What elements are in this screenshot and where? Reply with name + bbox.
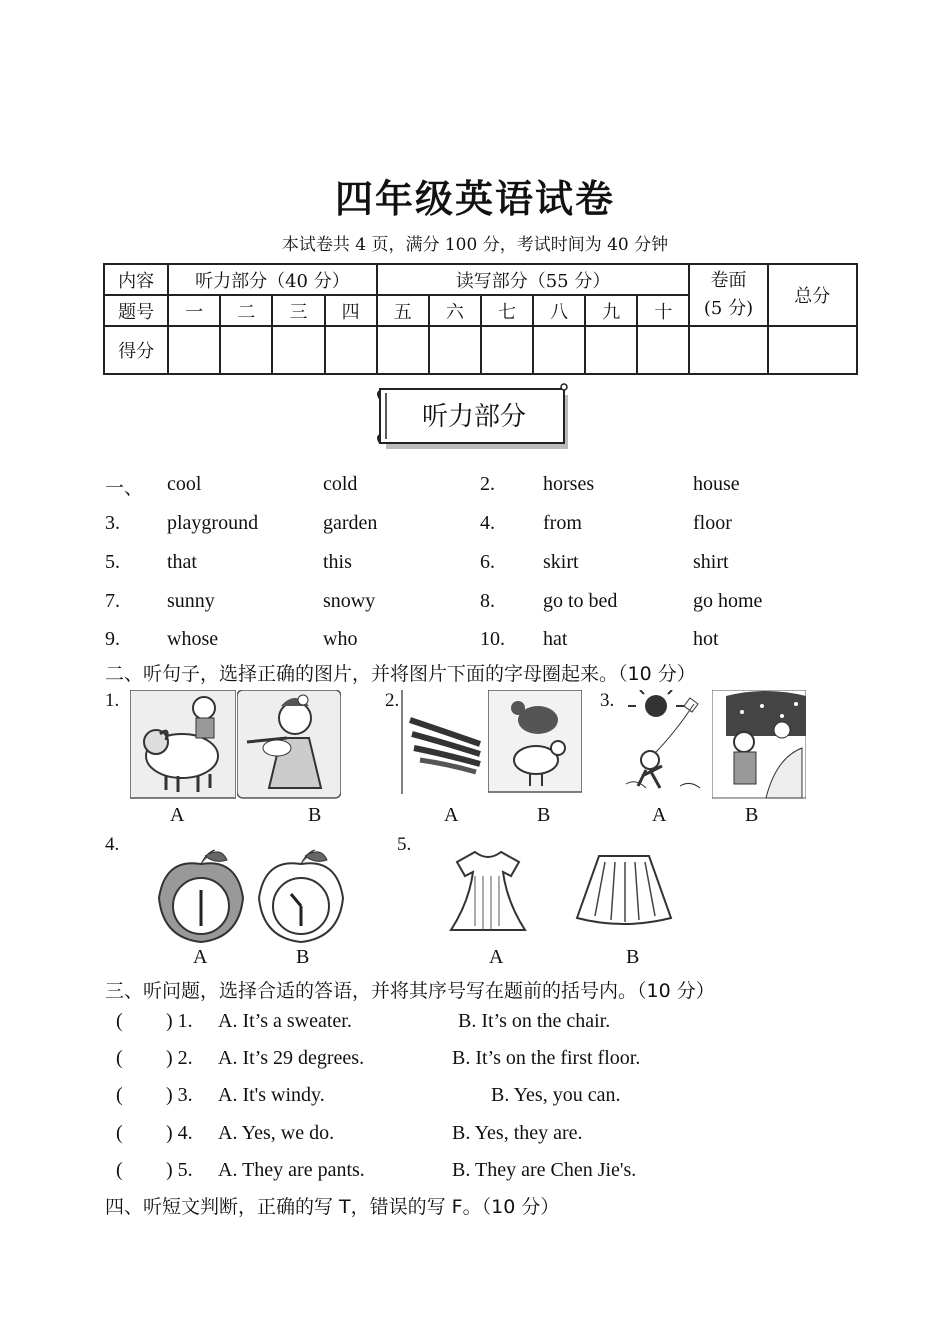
item-number: 2. (385, 690, 400, 711)
neatness-label: 卷面 (710, 270, 747, 291)
answer-bracket[interactable]: ( (116, 1010, 123, 1032)
question-number: 九 (585, 295, 637, 326)
question-number: ) 3. (166, 1084, 193, 1106)
word-option: house (693, 473, 740, 495)
option-letter[interactable]: B (308, 804, 322, 826)
answer-option-b: B. Yes, they are. (452, 1122, 583, 1144)
word-option: playground (167, 512, 259, 534)
score-cell[interactable] (429, 326, 481, 374)
total-header: 总分 (768, 264, 857, 326)
word-option: go to bed (543, 590, 618, 612)
word-pair-row (0, 512, 950, 542)
item-number: 5. (105, 551, 120, 573)
answer-option-a: A. Yes, we do. (218, 1122, 335, 1144)
item-number: 4. (105, 834, 120, 855)
question-number: 五 (377, 295, 429, 326)
answer-bracket[interactable]: ( (116, 1084, 123, 1106)
word-option: garden (323, 512, 378, 534)
word-option: hat (543, 628, 568, 650)
question-number: ) 4. (166, 1122, 193, 1144)
item-number: 6. (480, 551, 495, 573)
word-option: whose (167, 628, 219, 650)
word-option: floor (693, 512, 732, 534)
item-number: 3. (600, 690, 615, 711)
word-option: horses (543, 473, 595, 495)
question-number: 一 (168, 295, 220, 326)
listening-header: 听力部分（40 分） (168, 264, 377, 295)
word-option: that (167, 551, 197, 573)
word-option: this (323, 551, 352, 573)
item-number: 2. (480, 473, 495, 495)
neatness-header (689, 264, 767, 326)
answer-option-a: A. They are pants. (218, 1159, 365, 1181)
item-number: 8. (480, 590, 495, 612)
section-banner (376, 383, 572, 451)
option-letter[interactable]: A (193, 946, 208, 968)
word-pair-row (0, 473, 950, 503)
word-option: shirt (693, 551, 729, 573)
answer-bracket[interactable]: ( (116, 1122, 123, 1144)
score-label: 得分 (104, 326, 168, 374)
sunny-kite-picture[interactable] (620, 690, 714, 800)
option-letter[interactable]: B (296, 946, 310, 968)
word-pair-row (0, 628, 950, 658)
score-table (103, 263, 858, 375)
question-number: 四 (325, 295, 377, 326)
part1-marker: 一、 (105, 477, 144, 499)
answer-option-a: A. It’s 29 degrees. (218, 1047, 365, 1069)
answer-option-a: A. It's windy. (218, 1084, 325, 1106)
word-pair-row (0, 590, 950, 620)
part4-heading: 四、听短文判断，正确的写 T，错误的写 F。（10 分） (105, 1196, 560, 1218)
exam-info: 本试卷共 4 页，满分 100 分，考试时间为 40 分钟 (281, 235, 669, 255)
answer-option-b: B. They are Chen Jie's. (452, 1159, 637, 1181)
answer-option-b: B. It’s on the chair. (458, 1010, 611, 1032)
word-option: go home (693, 590, 763, 612)
reading-header: 读写部分（55 分） (377, 264, 690, 295)
part2-heading: 二、听句子，选择正确的图片，并将图片下面的字母圈起来。（10 分） (105, 663, 696, 685)
score-cell[interactable] (768, 326, 857, 374)
answer-option-b: B. It’s on the first floor. (452, 1047, 641, 1069)
answer-option-a: A. It’s a sweater. (218, 1010, 352, 1032)
word-option: cool (167, 473, 202, 495)
word-pair-row (0, 551, 950, 581)
word-option: skirt (543, 551, 579, 573)
score-cell[interactable] (220, 326, 272, 374)
option-letter[interactable]: B (537, 804, 551, 826)
score-cell[interactable] (637, 326, 689, 374)
word-option: from (543, 512, 582, 534)
skirt-picture[interactable] (575, 852, 673, 928)
item-number: 3. (105, 512, 120, 534)
green-beans-picture[interactable] (400, 690, 486, 794)
item-number: 10. (480, 628, 505, 650)
answer-bracket[interactable]: ( (116, 1047, 123, 1069)
section-banner-label: 听力部分 (421, 402, 526, 432)
word-option: hot (693, 628, 719, 650)
score-cell[interactable] (325, 326, 377, 374)
question-number: 二 (220, 295, 272, 326)
item-number: 9. (105, 628, 120, 650)
question-number: ) 5. (166, 1159, 193, 1181)
word-option: cold (323, 473, 358, 495)
question-number: 六 (429, 295, 481, 326)
word-option: snowy (323, 590, 376, 612)
sheep-picture[interactable] (130, 690, 236, 800)
item-number: 4. (480, 512, 495, 534)
score-table-header-label: 内容 (104, 264, 168, 295)
question-number: 七 (481, 295, 533, 326)
option-letter[interactable]: A (489, 946, 504, 968)
question-number-label: 题号 (104, 295, 168, 326)
page-title: 四年级英语试卷 (334, 177, 615, 221)
question-number: ) 1. (166, 1010, 193, 1032)
question-number: 三 (272, 295, 324, 326)
option-letter[interactable]: A (444, 804, 459, 826)
option-letter[interactable]: B (626, 946, 640, 968)
answer-bracket[interactable]: ( (116, 1159, 123, 1181)
score-cell[interactable] (689, 326, 767, 374)
apple-clock-a-picture[interactable] (155, 848, 247, 946)
girl-picture[interactable] (237, 690, 341, 800)
question-number: 十 (637, 295, 689, 326)
apple-clock-b-picture[interactable] (255, 848, 349, 946)
option-letter[interactable]: A (652, 804, 667, 826)
neatness-points: (5 分) (703, 298, 754, 319)
question-number: 八 (533, 295, 585, 326)
score-cell[interactable] (481, 326, 533, 374)
question-number: ) 2. (166, 1047, 193, 1069)
score-cell[interactable] (533, 326, 585, 374)
item-number: 1. (105, 690, 120, 711)
item-number: 7. (105, 590, 120, 612)
dress-picture[interactable] (445, 846, 531, 936)
score-cell[interactable] (377, 326, 429, 374)
chickens-picture[interactable] (488, 690, 582, 794)
word-option: who (323, 628, 358, 650)
word-option: sunny (167, 590, 215, 612)
score-cell[interactable] (585, 326, 637, 374)
snowy-picture[interactable] (712, 690, 806, 800)
score-cell[interactable] (168, 326, 220, 374)
part3-heading: 三、听问题，选择合适的答语，并将其序号写在题前的括号内。（10 分） (105, 980, 715, 1002)
item-number: 5. (397, 834, 412, 855)
option-letter[interactable]: A (170, 804, 185, 826)
answer-option-b: B. Yes, you can. (491, 1084, 621, 1106)
option-letter[interactable]: B (745, 804, 759, 826)
score-cell[interactable] (272, 326, 324, 374)
